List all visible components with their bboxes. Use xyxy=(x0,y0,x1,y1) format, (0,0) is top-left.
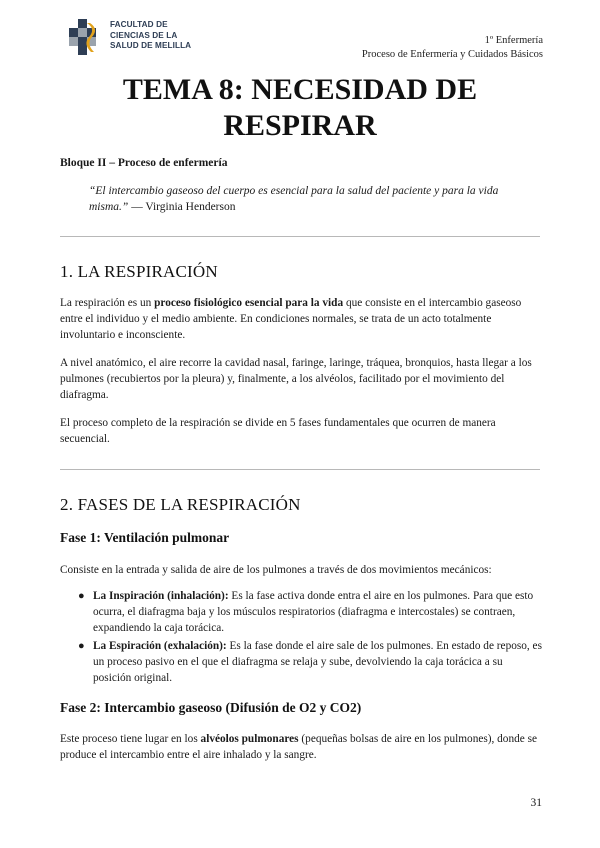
course-name: Proceso de Enfermería y Cuidados Básicos xyxy=(361,49,543,60)
title-line-2: RESPIRAR xyxy=(223,109,377,142)
course-header xyxy=(362,34,543,62)
title-line-1: TEMA 8: NECESIDAD DE xyxy=(122,73,478,106)
text-run: que consiste en el intercambio gaseoso entre el individuo y el medio ambiente. En condiciones normales, se trata de un acto totalmente involuntario e inconsciente. xyxy=(60,297,522,341)
logo-line-1: FACULTAD DE xyxy=(110,20,168,29)
faculty-logo-text xyxy=(110,20,210,52)
fase-2-paragraph xyxy=(60,731,542,763)
page-number: 31 xyxy=(530,797,542,809)
bullet-icon: ● xyxy=(78,640,85,652)
section-2-heading: 2. FASES DE LA RESPIRACIÓN xyxy=(60,495,301,514)
logo-line-2: CIENCIAS DE LA xyxy=(110,30,178,40)
quote-author: — Virginia Henderson xyxy=(128,201,236,213)
block-label: Bloque II – Proceso de enfermería xyxy=(60,157,228,169)
section-1-paragraph-2: A nivel anatómico, el aire recorre la cavidad nasal, faringe, laringe, tráquea, bronquios, hasta llegar a los pulmones (recubiertos por la pleura) y, finalmente, a los alvéolos, facilitado por el movimiento del diafragma. xyxy=(60,357,532,401)
bullet-icon: ● xyxy=(78,590,85,602)
faculty-logo xyxy=(67,19,207,55)
faculty-logo-icon xyxy=(67,19,103,55)
text-run: Este proceso tiene lugar en los xyxy=(60,733,201,745)
text-run: (pequeñas bolsas de aire en los pulmones), donde se produce el intercambio entre el aire inhalado y la sangre. xyxy=(60,733,538,761)
logo-line-3: SALUD DE MELILLA xyxy=(110,41,192,51)
section-1-heading: 1. LA RESPIRACIÓN xyxy=(60,262,218,281)
divider xyxy=(60,469,540,470)
fase-1-heading: Fase 1: Ventilación pulmonar xyxy=(60,530,230,545)
bold-text: proceso fisiológico esencial para la vida xyxy=(154,297,344,309)
epigraph-quote xyxy=(89,183,509,215)
section-1-paragraph-1 xyxy=(60,295,542,343)
text-run: Es la fase donde el aire sale de los pulmones. En estado de reposo, es un proceso pasivo en el que el diafragma se relaja y sube, devolviendo la caja torácica a su posición original. xyxy=(93,640,542,684)
page-title xyxy=(0,72,600,144)
ventilation-list xyxy=(60,588,542,688)
text-run: Es la fase activa donde entra el aire en los pulmones. Para que esto ocurra, el diafragma baja y los músculos respiratorios (diafragma e intercostales) se contraen, expandiendo la caja torácica. xyxy=(93,590,534,634)
list-item xyxy=(60,588,542,636)
bold-text: La Inspiración (inhalación): xyxy=(93,590,229,602)
divider xyxy=(60,236,540,237)
section-1-paragraph-3: El proceso completo de la respiración se divide en 5 fases fundamentales que ocurren de manera secuencial. xyxy=(60,417,496,445)
list-item xyxy=(60,638,542,686)
quote-text: “El intercambio gaseoso del cuerpo es esencial para la salud del paciente y para la vida misma.” xyxy=(89,185,499,213)
bold-text: La Espiración (exhalación): xyxy=(93,640,227,652)
fase-2-heading: Fase 2: Intercambio gaseoso (Difusión de O2 y CO2) xyxy=(60,700,362,715)
course-year: 1º Enfermería xyxy=(484,35,543,46)
fase-1-intro: Consiste en la entrada y salida de aire de los pulmones a través de dos movimientos mecánicos: xyxy=(60,564,492,576)
bold-text: alvéolos pulmonares xyxy=(200,733,299,745)
text-run: La respiración es un xyxy=(60,297,155,309)
